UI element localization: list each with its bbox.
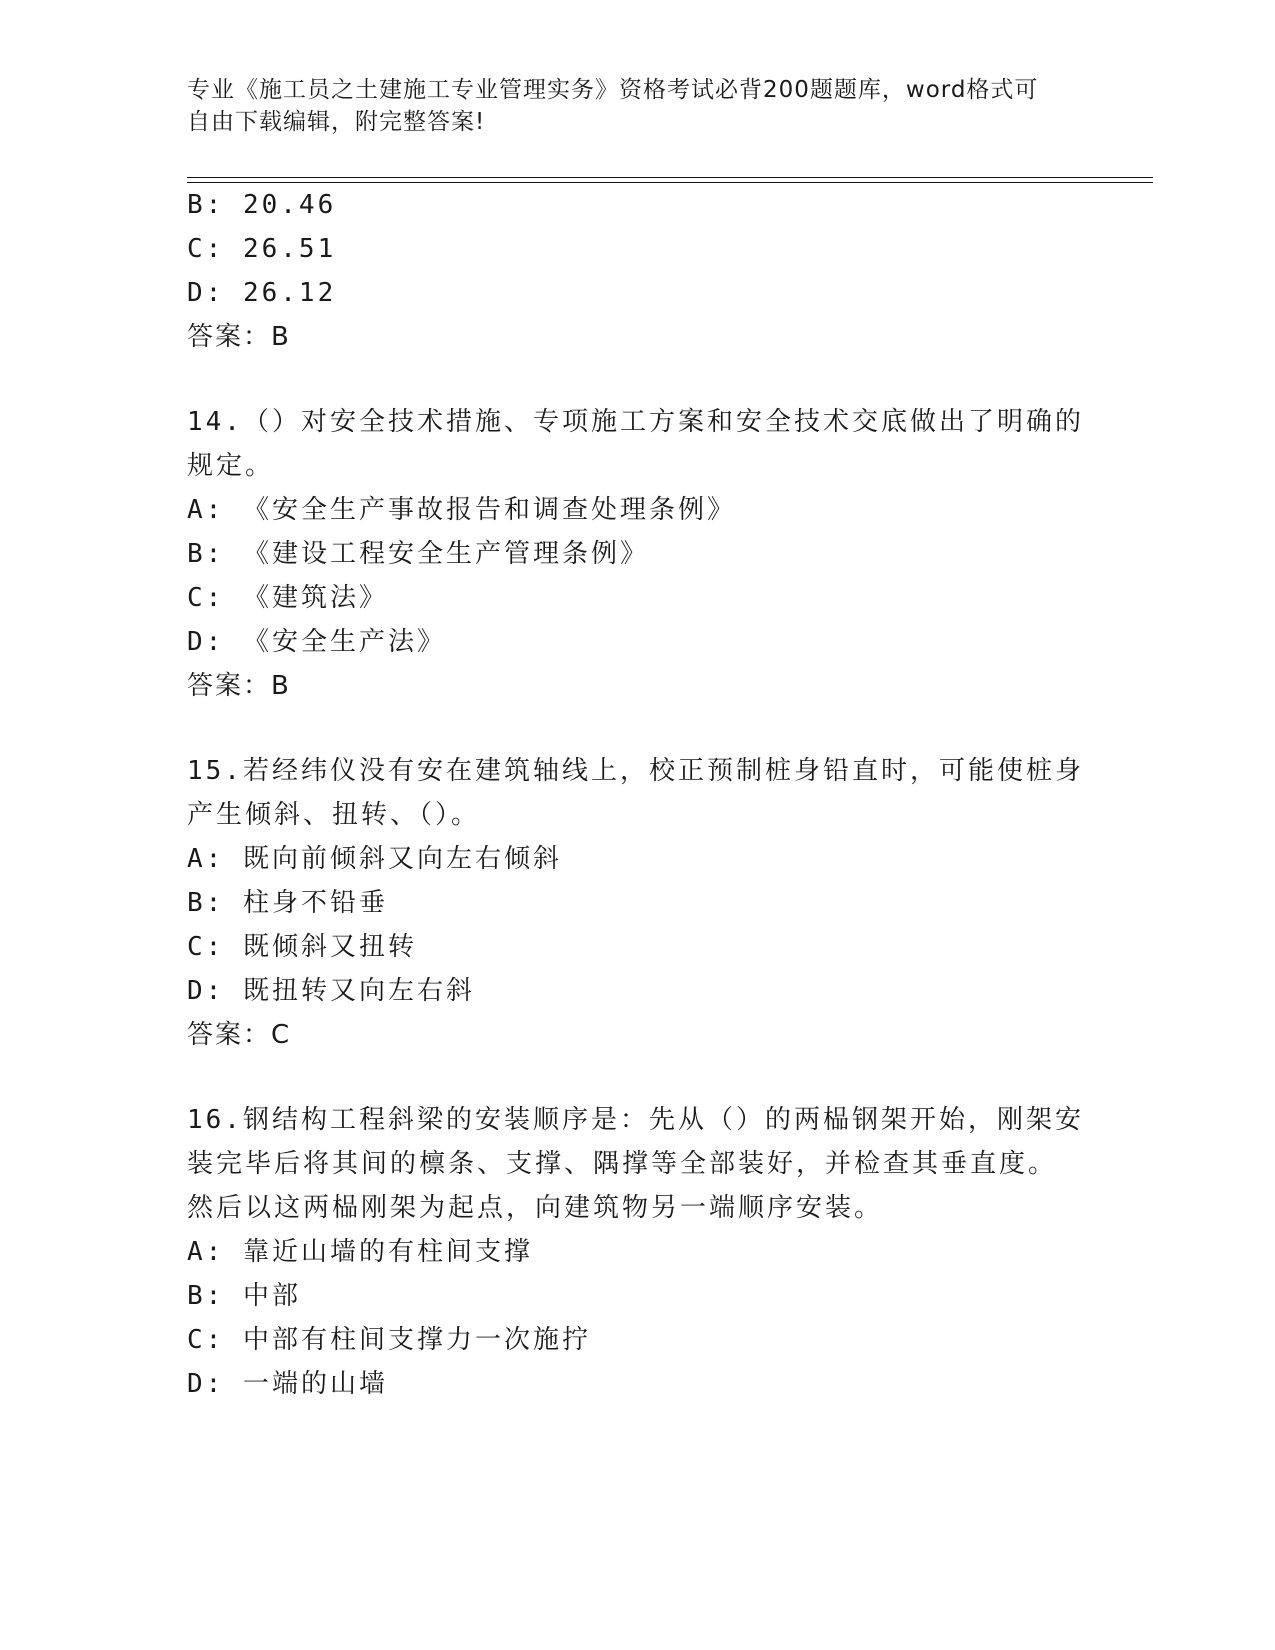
header-divider-top [187,177,1153,178]
header-divider-bottom [187,182,1153,183]
q14-stem-line-2: 规定。 [187,451,275,481]
header-line-2: 自由下载编辑，附完整答案! [187,109,486,135]
q14-option-b: B: 《建设工程安全生产管理条例》 [187,539,649,569]
q13-answer: 答案：B [187,322,291,352]
q16-stem-line-1: 16.钢结构工程斜梁的安装顺序是：先从（）的两榀钢架开始，刚架安 [187,1105,1084,1135]
document-header [187,74,1087,138]
q15-option-d: D: 既扭转又向左右斜 [187,976,475,1006]
q16-option-d: D: 一端的山墙 [187,1369,388,1399]
q15-option-a: A: 既向前倾斜又向左右倾斜 [187,844,562,874]
q16-stem-line-2: 装完毕后将其间的檩条、支撑、隅撑等全部装好，并检查其垂直度。 [187,1149,1058,1179]
q15-stem-line-2: 产生倾斜、扭转、（）。 [187,800,481,830]
q16-option-a: A: 靠近山墙的有柱间支撑 [187,1237,533,1267]
q14-option-c: C: 《建筑法》 [187,583,388,613]
q14-option-d: D: 《安全生产法》 [187,627,446,657]
q15-answer: 答案：C [187,1020,292,1050]
q14-option-a: A: 《安全生产事故报告和调查处理条例》 [187,495,736,525]
header-line-1: 专业《施工员之土建施工专业管理实务》资格考试必背200题题库，word格式可 [187,77,1039,103]
q13-option-d: D: 26.12 [187,278,337,308]
q15-stem-line-1: 15.若经纬仪没有安在建筑轴线上，校正预制桩身铅直时，可能使桩身 [187,756,1084,786]
q15-option-b: B: 柱身不铅垂 [187,888,388,918]
q15-option-c: C: 既倾斜又扭转 [187,932,417,962]
q14-answer: 答案：B [187,671,291,701]
q14-stem-line-1: 14.（）对安全技术措施、专项施工方案和安全技术交底做出了明确的 [187,407,1084,437]
q13-option-c: C: 26.51 [187,234,337,264]
q13-option-b: B: 20.46 [187,190,337,220]
q16-option-b: B: 中部 [187,1281,301,1311]
q16-stem-line-3: 然后以这两榀刚架为起点，向建筑物另一端顺序安装。 [187,1193,884,1223]
q16-option-c: C: 中部有柱间支撑力一次施拧 [187,1325,591,1355]
